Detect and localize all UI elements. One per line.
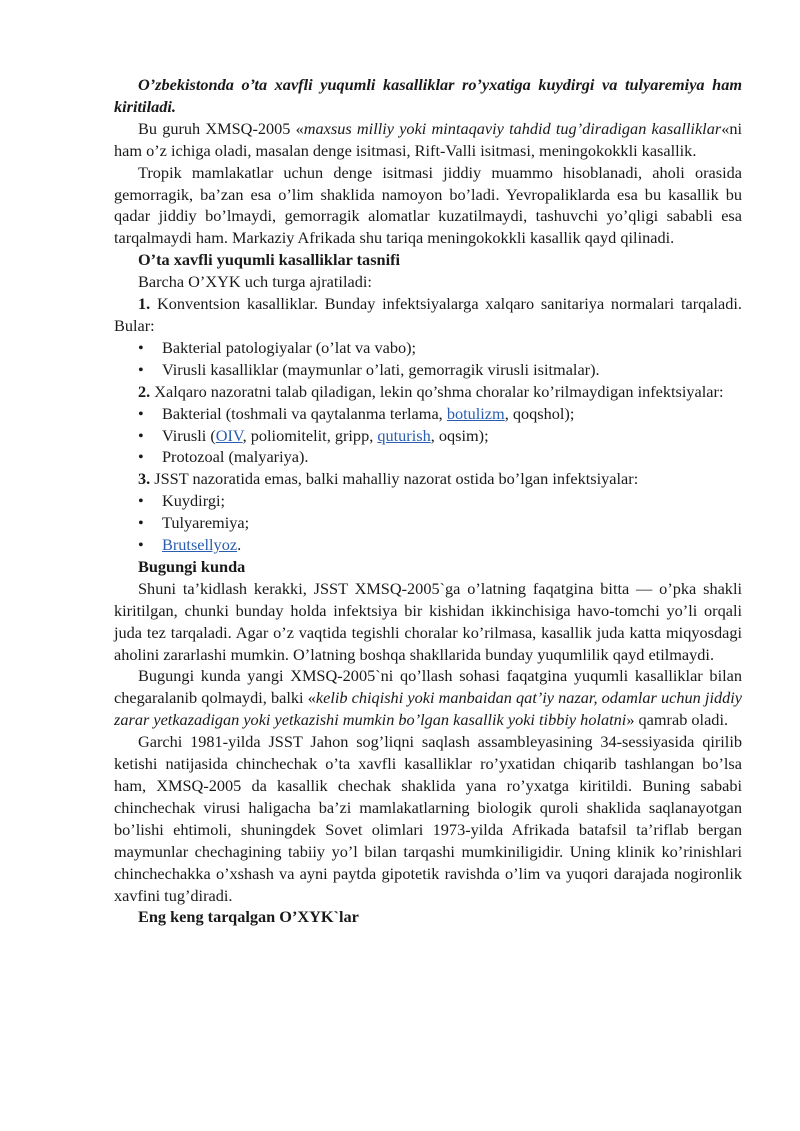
- xmsq-text-start: Bu guruh XMSQ-2005 «: [138, 118, 304, 138]
- list-item-text: , oqsim);: [430, 425, 489, 445]
- botulism-link[interactable]: botulizm: [446, 403, 505, 423]
- list-item-text: , poliomitelit, gripp,: [242, 425, 378, 445]
- list-item-text: Virusli (: [162, 425, 216, 445]
- scope-text-start: Bugungi kunda yangi XMSQ-2005`ni qo’llash sohasi faqatgina yuqumli kasalliklar bilan chegaralanib qolmaydi, balki «: [114, 666, 742, 708]
- list-item: [114, 534, 742, 556]
- list-item-text: Bakterial patologiyalar (o’lat va vabo);: [162, 337, 417, 357]
- group-3-number: 3.: [138, 469, 151, 489]
- common-diseases-heading: [114, 906, 742, 928]
- document-body: [114, 74, 742, 928]
- group-2-paragraph: [114, 381, 742, 403]
- list-item-text: Virusli kasalliklar (maymunlar o’lati, gemorragik virusli isitmalar).: [162, 359, 600, 379]
- types-intro-text: Barcha O’XYK uch turga ajratiladi:: [138, 272, 372, 292]
- tropical-paragraph: [114, 162, 742, 250]
- scope-paragraph: [114, 665, 742, 731]
- list-item-text: Bakterial (toshmali va qaytalanma terlama,: [162, 403, 447, 423]
- bullet-icon: •: [138, 425, 144, 445]
- bullet-icon: •: [138, 491, 144, 511]
- group-3-list: [114, 490, 742, 556]
- smallpox-paragraph: [114, 731, 742, 906]
- bullet-icon: •: [138, 535, 144, 555]
- list-item-text: Protozoal (malyariya).: [162, 447, 309, 467]
- bullet-icon: •: [138, 447, 144, 467]
- bullet-icon: •: [138, 513, 144, 533]
- group-1-list: [114, 337, 742, 381]
- scope-text-end: » qamrab oladi.: [626, 710, 729, 730]
- classification-heading-text: O’ta xavfli yuqumli kasalliklar tasnifi: [138, 250, 401, 270]
- scope-italic-quote: kelib chiqishi yoki manbaidan qat’iy nazar, odamlar uchun jiddiy zarar yetkazadigan yoki yetkazishi mumkin bo’lgan kasallik yoki tibbiy holatni: [114, 688, 742, 730]
- group-3-text: JSST nazoratida emas, balki mahalliy nazorat ostida bo’lgan infektsiyalar:: [150, 469, 639, 489]
- today-heading-text: Bugungi kunda: [138, 556, 246, 576]
- today-heading: [114, 556, 742, 578]
- list-item: [114, 425, 742, 447]
- list-item-text: Kuydirgi;: [162, 491, 226, 511]
- group-1-text: Konventsion kasalliklar. Bunday infektsiyalarga xalqaro sanitariya normalari tarqaladi. Bular:: [114, 294, 742, 335]
- tropical-text: Tropik mamlakatlar uchun denge isitmasi jiddiy muammo hisoblanadi, aholi orasida gemorragik, ba’zan esa o’lim shaklida namoyon bo’ladi. Yevropaliklarda esa bu kasallik bu qadar jiddiy bo’lmaydi, gemorragik alomatlar kuzatilmaydi, tashuvchi yo’qligi sababli esa tarqalmaydi ham. Markaziy Afrikada shu tariqa meningokokkli kasallik qayd qilinadi.: [114, 162, 742, 248]
- bullet-icon: •: [138, 337, 144, 357]
- xmsq-text-end: «ni ham o’z ichiga oladi, masalan denge isitmasi, Rift-Valli isitmasi, meningokokkli kasallik.: [114, 118, 742, 160]
- list-item-text: .: [237, 535, 242, 555]
- group-1-number: 1.: [138, 294, 151, 314]
- plague-paragraph: [114, 578, 742, 666]
- list-item: [114, 512, 742, 534]
- list-item-text: Tulyaremiya;: [162, 513, 250, 533]
- xmsq-italic-quote: maxsus milliy yoki mintaqaviy tahdid tug’diradigan kasalliklar: [303, 118, 722, 138]
- intro-text: O’zbekistonda o’ta xavfli yuqumli kasalliklar ro’yxatiga kuydirgi va tulyaremiya ham kiritiladi.: [114, 75, 742, 116]
- group-2-list: [114, 403, 742, 469]
- rabies-link[interactable]: quturish: [377, 425, 431, 445]
- list-item: [114, 337, 742, 359]
- classification-heading: [114, 249, 742, 271]
- brucellosis-link[interactable]: Brutsellyoz: [162, 535, 238, 555]
- list-item: [114, 359, 742, 381]
- group-3-paragraph: [114, 468, 742, 490]
- intro-paragraph: [114, 74, 742, 118]
- bullet-icon: •: [138, 403, 144, 423]
- plague-text: Shuni ta’kidlash kerakki, JSST XMSQ-2005`ga o’latning faqatgina bitta — o’pka shakli kiritilgan, chunki bunday holda infektsiya bir kishidan ikkinchisiga havo-tomchi yo’li orqali juda tez tarqaladi. Agar o’z vaqtida tegishli choralar ko’rilmasa, kasallik juda katta miqyosdagi aholini zararlashi mumkin. O’latning boshqa shakllarida bunday yuqumlilik qayd etilmaydi.: [114, 578, 742, 664]
- bullet-icon: •: [138, 359, 144, 379]
- hiv-link[interactable]: OIV: [215, 425, 243, 445]
- common-diseases-heading-text: Eng keng tarqalgan O’XYK`lar: [138, 907, 359, 927]
- group-1-paragraph: [114, 293, 742, 337]
- list-item-text: , qoqshol);: [504, 403, 575, 423]
- list-item: [114, 446, 742, 468]
- list-item: [114, 490, 742, 512]
- smallpox-text: Garchi 1981-yilda JSST Jahon sog’liqni saqlash assambleyasining 34-sessiyasida qirilib ketishi natijasida chinchechak o’ta xavfli kasalliklar ro’yxatidan chiqarib tashlangan bo’lsa ham, XMSQ-2005 da kasallik chechak shaklida yana ro’yxatga kiritildi. Buning sababi chinchechak virusi haligacha ba’zi mamlakatlarning biologik quroli shaklida saqlanayotgan bo’lishi ehtimoli, shuningdek Sovet olimlari 1973-yilda Afrikada batafsil ta’riflab bergan maymunlar chechagining tabiiy yo’l bilan tarqashi mumkiniligidir. Uning klinik ko’rinishlari chinchechakka o’xshash va ayni paytda gipotetik ravishda o’lim va yuqori darajada nogironlik xavfini tug’diradi.: [114, 732, 742, 905]
- xmsq-paragraph: [114, 118, 742, 162]
- group-2-number: 2.: [138, 381, 151, 401]
- group-2-text: Xalqaro nazoratni talab qiladigan, lekin qo’shma choralar ko’rilmaydigan infektsiyalar:: [150, 381, 724, 401]
- list-item: [114, 403, 742, 425]
- types-intro: [114, 271, 742, 293]
